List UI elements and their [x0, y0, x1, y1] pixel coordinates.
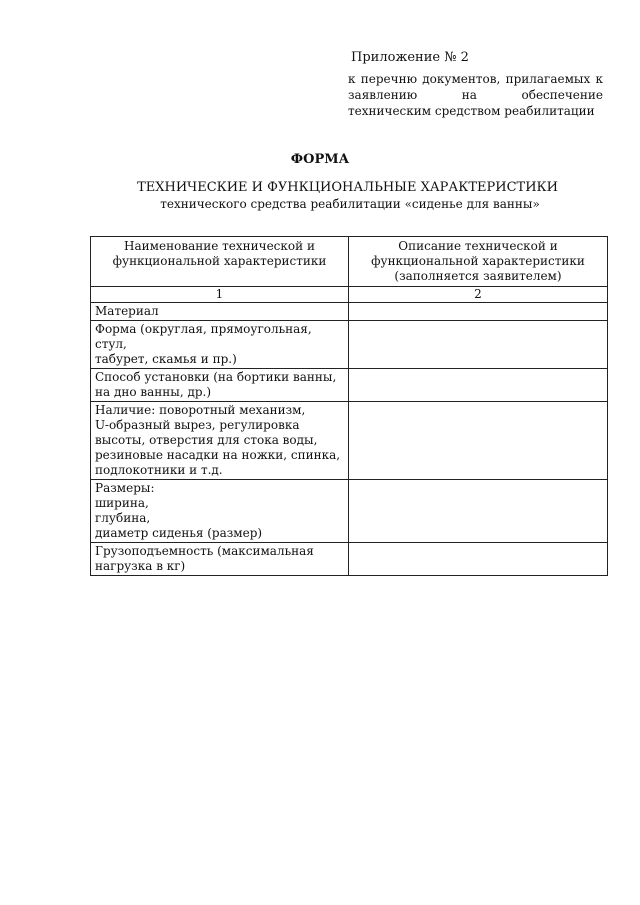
table-row: [91, 369, 608, 402]
document-title: ТЕХНИЧЕСКИЕ И ФУНКЦИОНАЛЬНЫЕ ХАРАКТЕРИСТИКИ: [137, 180, 558, 195]
characteristic-name: Наличие: поворотный механизм, U-образный вырез, регулировка высоты, отверстия для стока воды, резиновые насадки на ножки, спинка, подлокотники и т.д.: [91, 402, 349, 480]
characteristic-value-cell[interactable]: [349, 543, 608, 576]
characteristic-value-cell[interactable]: [349, 303, 608, 321]
table-row: [91, 543, 608, 576]
characteristic-value-cell[interactable]: [349, 321, 608, 369]
characteristic-name: Материал: [91, 303, 349, 321]
characteristic-name: Способ установки (на бортики ванны, на дно ванны, др.): [91, 369, 349, 402]
table-row: [91, 480, 608, 543]
characteristics-table: [90, 236, 608, 576]
characteristic-name: Размеры: ширина, глубина, диаметр сиденья (размер): [91, 480, 349, 543]
column-number-row: [91, 287, 608, 303]
document-subtitle: технического средства реабилитации «сиденье для ванны»: [160, 197, 540, 211]
characteristic-name: Форма (округлая, прямоугольная, стул, табурет, скамья и пр.): [91, 321, 349, 369]
table-header-row: [91, 237, 608, 287]
header-characteristic-name: Наименование технической и функциональной характеристики: [91, 237, 349, 287]
table-row: [91, 303, 608, 321]
appendix-description: к перечню документов, прилагаемых к заявлению на обеспечение техническим средством реабилитации: [348, 72, 603, 118]
table-row: [91, 321, 608, 369]
column-number-1: 1: [91, 287, 349, 303]
characteristic-name: Грузоподъемность (максимальная нагрузка в кг): [91, 543, 349, 576]
column-number-2: 2: [349, 287, 608, 303]
characteristic-value-cell[interactable]: [349, 480, 608, 543]
table-row: [91, 402, 608, 480]
characteristic-value-cell[interactable]: [349, 402, 608, 480]
header-characteristic-description: Описание технической и функциональной характеристики (заполняется заявителем): [349, 237, 608, 287]
appendix-title: Приложение № 2: [351, 50, 469, 65]
form-label: ФОРМА: [290, 152, 350, 167]
characteristic-value-cell[interactable]: [349, 369, 608, 402]
